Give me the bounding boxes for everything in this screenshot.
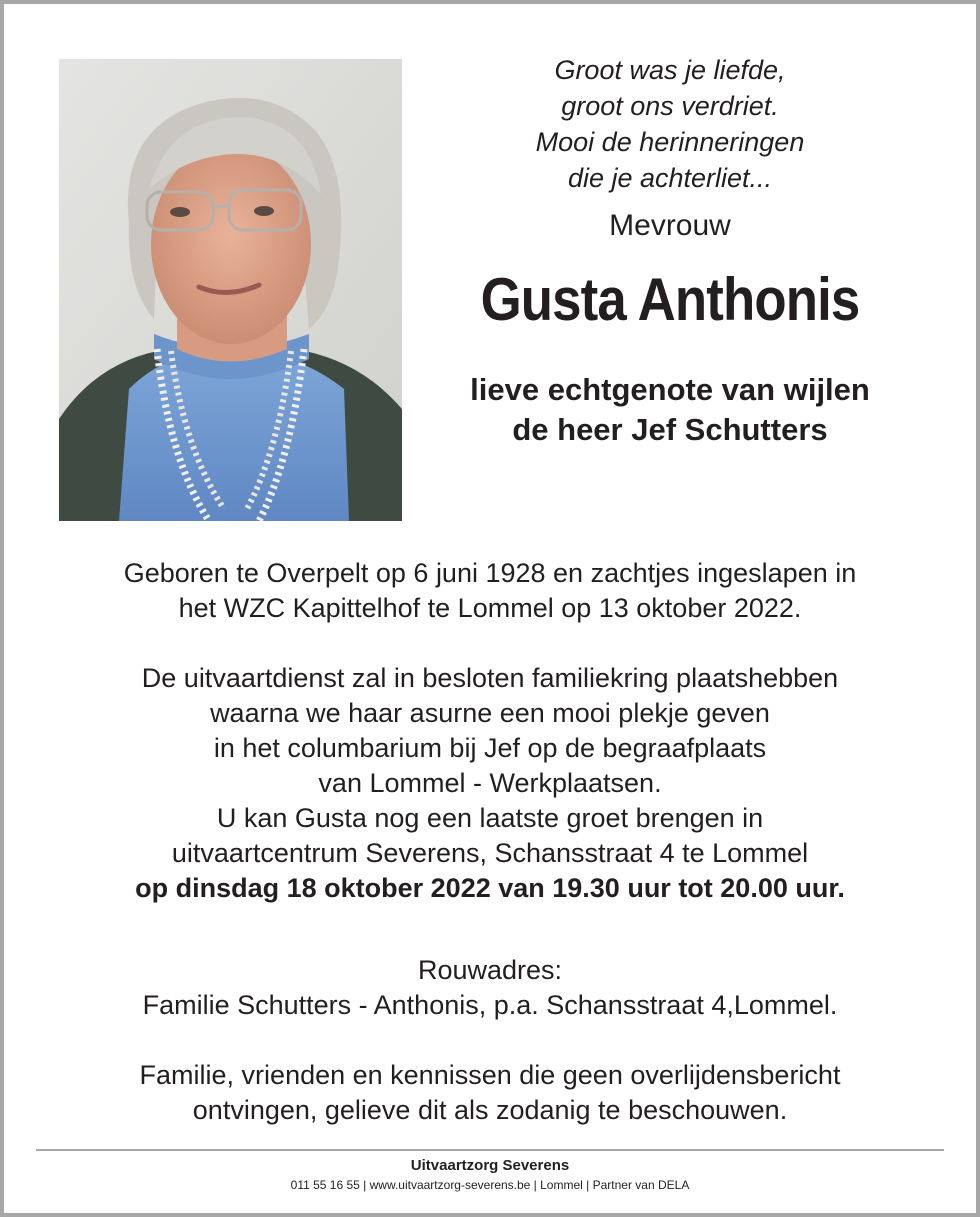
portrait-photo [59,59,402,521]
salutation: Mevrouw [609,209,731,242]
poem-line: groot ons verdriet. [561,91,779,121]
spouse-relation [410,370,930,450]
spouse-line: de heer Jef Schutters [512,412,828,447]
funeral-line: in het columbarium bij Jef op de begraafplaats [213,733,767,763]
funeral-line: uitvaartcentrum Severens, Schansstraat 4 te Lommel [171,838,809,868]
funeral-info [30,661,950,906]
memorial-poem [410,52,930,196]
notice [30,1058,950,1128]
spouse-line: lieve echtgenote van wijlen [470,372,870,407]
address-line: Familie Schutters - Anthonis, p.a. Schansstraat 4,Lommel. [142,990,838,1020]
funeral-company: Uitvaartzorg Severens [410,1157,570,1174]
funeral-company-contact: 011 55 16 55 | www.uitvaartzorg-severens.be | Lommel | Partner van DELA [290,1178,690,1192]
notice-line: Familie, vrienden en kennissen die geen overlijdensbericht [139,1060,841,1090]
mourning-address [30,953,950,1023]
birth-line: Geboren te Overpelt op 6 juni 1928 en zachtjes ingeslapen in [123,558,857,588]
footer-divider [36,1149,944,1151]
poem-line: die je achterliet... [567,163,773,193]
funeral-line: De uitvaartdienst zal in besloten familiekring plaatshebben [141,663,839,693]
spacer [30,906,950,953]
announcement-body [30,556,950,1128]
birth-death-info [30,556,950,626]
deceased-name: Gusta Anthonis [480,266,860,333]
birth-line: het WZC Kapittelhof te Lommel op 13 oktober 2022. [178,593,802,623]
funeral-line: U kan Gusta nog een laatste groet brengen in [216,803,764,833]
footer [0,1156,980,1194]
address-label: Rouwadres: [417,955,563,985]
notice-line: ontvingen, gelieve dit als zodanig te beschouwen. [192,1095,788,1125]
funeral-time: op dinsdag 18 oktober 2022 van 19.30 uur tot 20.00 uur. [135,873,845,903]
poem-line: Mooi de herinneringen [535,127,805,157]
funeral-line: van Lommel - Werkplaatsen. [318,768,662,798]
funeral-line: waarna we haar asurne een mooi plekje geven [210,698,770,728]
poem-line: Groot was je liefde, [554,55,786,85]
portrait-image [59,59,402,521]
header-column [410,52,930,450]
